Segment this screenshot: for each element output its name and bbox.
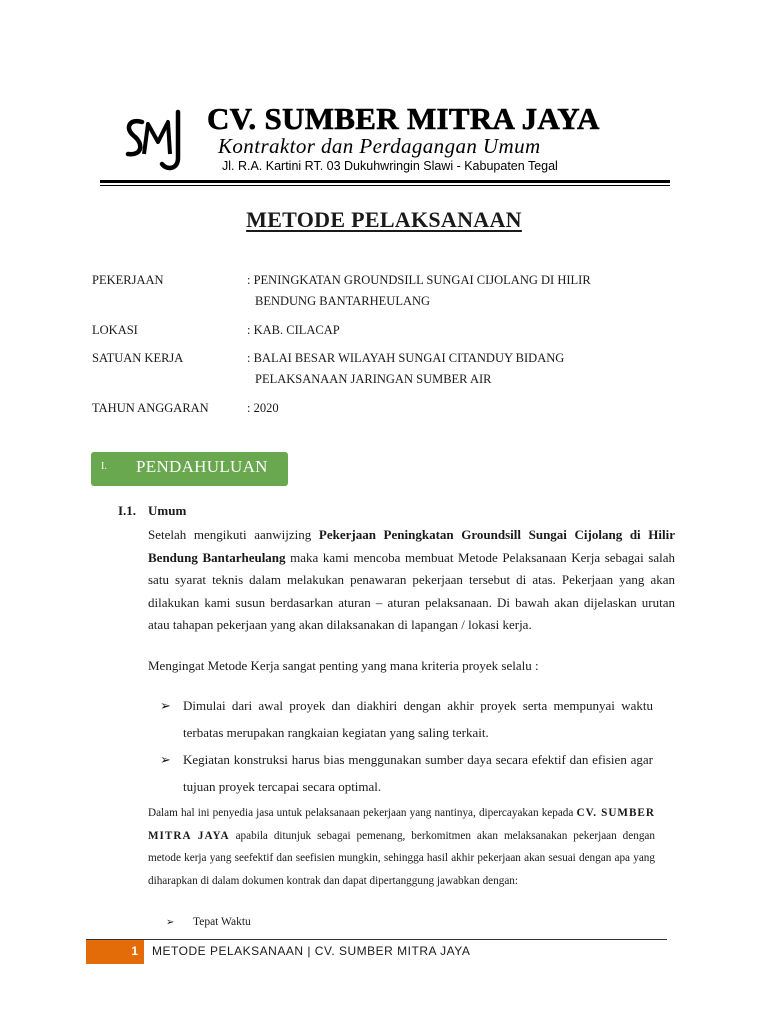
info-value-line: PELAKSANAAN JARINGAN SUMBER AIR (255, 372, 492, 386)
info-label: LOKASI (92, 323, 138, 337)
info-value (247, 348, 667, 390)
paragraph-text: Setelah mengikuti aanwijzing (148, 527, 319, 542)
info-value-line: : KAB. CILACAP (247, 323, 340, 337)
info-value-line: : PENINGKATAN GROUNDSILL SUNGAI CIJOLANG DI HILIR (247, 273, 591, 287)
info-label: TAHUN ANGGARAN (92, 401, 209, 415)
company-address: Jl. R.A. Kartini RT. 03 Dukuhwringin Slawi - Kabupaten Tegal (222, 159, 558, 173)
company-tagline: Kontraktor dan Perdagangan Umum (218, 134, 541, 158)
sub-list-item: Tepat Waktu (193, 916, 251, 928)
letterhead-divider (100, 180, 670, 183)
letterhead-divider-thin (100, 185, 670, 186)
commitment-paragraph (148, 802, 655, 892)
info-value-line: : BALAI BESAR WILAYAH SUNGAI CITANDUY BIDANG (247, 351, 565, 365)
paragraph-text: Dalam hal ini penyedia jasa untuk pelaksanaan pekerjaan yang nantinya, dipercayakan kepada (148, 807, 577, 819)
subsection-title: Umum (148, 503, 187, 518)
company-logo (120, 108, 190, 174)
company-name: CV. SUMBER MITRA JAYA (207, 101, 600, 136)
info-value (247, 398, 667, 419)
project-name-bold: Pekerjaan Peningkatan Groundsill Sungai Cijolang di Hilir Bendung Bantarheulang (148, 527, 676, 565)
info-label: SATUAN KERJA (92, 351, 184, 365)
section-title: PENDAHULUAN (136, 457, 268, 476)
arrow-bullet-icon: ➢ (160, 752, 171, 767)
document-title: METODE PELAKSANAAN (246, 207, 522, 232)
page-number: 1 (131, 944, 138, 958)
info-value-line: : 2020 (247, 401, 279, 415)
list-item: Kegiatan konstruksi harus bias menggunakan sumber daya secara efektif dan efisien agar tujuan proyek tercapai secara optimal. (183, 752, 653, 794)
company-name-inline: CV. SUMBER MITRA JAYA (148, 807, 655, 842)
paragraph-text: maka kami mencoba membuat Metode Pelaksanaan Kerja sebagai salah satu syarat teknis dalam melakukan penawaran pekerjaan tersebut di atas. Pekerjaan yang akan dilakukan kami susun berdasarkan aturan – aturan pelaksanaan. Di bawah akan dijelaskan urutan atau tahapan pekerjaan yang akan dilaksanakan di lapangan / lokasi kerja. (148, 549, 675, 633)
subsection-number: I.1. (118, 503, 137, 518)
section-number: I. (101, 461, 107, 472)
intro-paragraph (148, 524, 675, 637)
info-value (247, 320, 667, 341)
info-value-line: BENDUNG BANTARHEULANG (255, 294, 431, 308)
list-item: Dimulai dari awal proyek dan diakhiri dengan akhir proyek serta mempunyai waktu terbatas merupakan rangkaian kegiatan yang saling terkait. (183, 698, 653, 740)
criteria-intro: Mengingat Metode Kerja sangat penting yang mana kriteria proyek selalu : (148, 658, 539, 673)
info-label: PEKERJAAN (92, 273, 164, 287)
info-value (247, 270, 667, 312)
paragraph-text: apabila ditunjuk sebagai pemenang, berkomitmen akan melaksanakan pekerjaan dengan metode kerja yang seefektif dan seefisien mungkin, sehingga hasil akhir pekerjaan akan sesuai dengan apa yang diharapkan di dalam dokumen kontrak dan dapat dipertanggung jawabkan dengan: (148, 829, 655, 887)
arrow-bullet-icon: ➢ (166, 917, 175, 928)
footer-divider (86, 939, 667, 940)
footer-text: METODE PELAKSANAAN | CV. SUMBER MITRA JAYA (152, 944, 471, 958)
arrow-bullet-icon: ➢ (160, 698, 171, 713)
